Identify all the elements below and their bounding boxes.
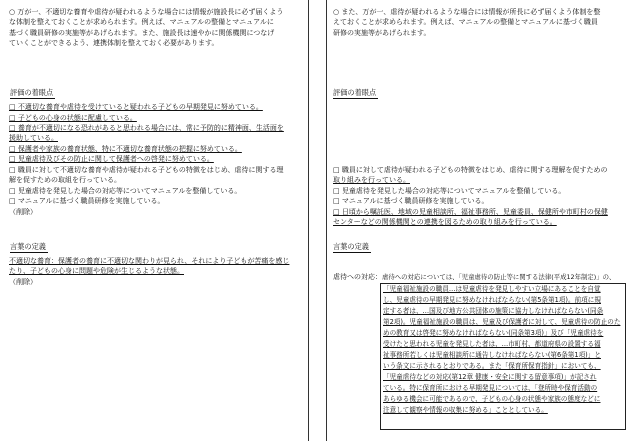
left-check-1: □ 不適切な養育や虐待を受けていると疑われる子どもの早期発見に努めている。 xyxy=(9,103,263,111)
left-check-7: □ 児童虐待を発見した場合の対応等についてマニュアルを整備している。 xyxy=(9,187,242,195)
left-check-3-cont: 援助している。 xyxy=(9,134,58,142)
left-check-5: □ 児童虐待及びその防止に関して保護者への啓発に努めている。 xyxy=(9,155,214,163)
right-definition-line-2: 「児童福祉施設の職員…は児童虐待を発見しやすい立場にあることを自覚 xyxy=(383,285,601,293)
left-check-8: □ マニュアルに基づく職員研修を実施している。 xyxy=(9,197,165,205)
right-column xyxy=(326,0,630,441)
right-definition-line-6: めの教育又は啓発に努めなければならない(同条第3項)」及び「児童虐待を xyxy=(383,329,604,337)
left-check-6: □ 職員に対して不適切な養育や虐待が疑われる子どもの特徴をはじめ、虐待に関する理 xyxy=(9,166,284,174)
right-section-definitions: 言葉の定義 xyxy=(333,242,369,251)
left-deleted-1: （削除） xyxy=(9,208,37,216)
left-intro-line-4: ていくことができるよう、連携体制を整えておく必要があります。 xyxy=(9,39,219,47)
right-check-2: □ 児童虐待を発見した場合の対応等についてマニュアルを整備している。 xyxy=(333,187,566,195)
left-intro-line-1: ○ 万が一、不適切な養育や虐待が疑われるような場合には情報が施設長に必ず届くよう xyxy=(9,8,284,16)
left-section-viewpoints: 評価の着眼点 xyxy=(10,88,54,97)
left-check-2: □ 子どもの心身の状態に配慮している。 xyxy=(9,114,137,122)
right-definition-line-3: し、児童虐待の早期発見に努めなければならない(第5条第1項)。前項に規 xyxy=(383,296,601,304)
left-intro-line-2: な体制を整えておくことが求められます。例えば、マニュアルの整備とマニュアルに xyxy=(9,18,274,26)
right-definition-line-8: 祉事務所若しくは児童相談所に通告しなければならない(第6条第1項)」と xyxy=(383,351,601,359)
right-check-4-cont: センターなどの関係機関との連携を図るための取り組みを行っている。 xyxy=(333,218,557,226)
left-column xyxy=(0,0,309,441)
right-definition-line-7: 受けたと思われる児童を発見した者は、…市町村、都道府県の設置する福 xyxy=(383,340,601,348)
right-definition-line-9: いう条文に示されるとおりである。また「保育所保育指針」においても、 xyxy=(383,362,601,370)
left-deleted-2: （削除） xyxy=(9,278,37,286)
right-intro-line-2: えておくことが求められます。例えば、マニュアルの整備とマニュアルに基づく職員 xyxy=(333,18,598,26)
right-intro-line-1: ○ また、万が一、虐待が疑われるような場合には情報が所長に必ず届くよう体制を整 xyxy=(333,8,601,16)
right-section-viewpoints: 評価の着眼点 xyxy=(333,88,377,97)
right-intro-line-3: 研修の実施等があげられます。 xyxy=(333,29,431,37)
right-check-3: □ マニュアルに基づく職員研修を実施している。 xyxy=(333,197,489,205)
right-definition-line-11: ている。特に保育所における早期発見については、「登所時や保育活動の xyxy=(383,384,598,392)
right-definition-line-10: 「児童虐待などの対応(第12章 健康・安全に関する留意事項)」が記され xyxy=(383,373,597,381)
left-check-3: □ 養育が不適切になる恐れがあると思われる場合には、常に予防的に精神面、生活面を xyxy=(9,124,284,132)
left-intro-line-3: 基づく職員研修の実施等があげられます。また、施設長は速やかに関係機関につなげ xyxy=(9,29,275,37)
left-section-definitions: 言葉の定義 xyxy=(10,242,46,251)
right-definition-line-13: 注意して観察や情報の収集に努める」こととしている。 xyxy=(383,406,548,414)
right-definition-line-1: 虐待への対応については、「児童虐待の防止等に関する法律(平成12年制定)」の、 xyxy=(382,273,616,281)
right-definition-line-4: 定する者は、…国及び地方公共団体の施策に協力しなければならない(同条 xyxy=(383,307,604,315)
right-check-4: □ 日頃から嘱託医、地域の児童相談所、福祉事務所、児童委員、保健所や市町村の保健 xyxy=(333,208,608,216)
right-definition-label: 虐待への対応： xyxy=(333,273,382,281)
left-definition-line-1: 不適切な養育：保護者の養育に不適切な関わりが見られ、それにより子どもが苦痛を感じ xyxy=(9,257,290,265)
left-definition-line-2: たり、子どもの心身に問題や危険が生じるような状態。 xyxy=(9,267,184,275)
left-check-6-cont: 解を促すための取組を行っている。 xyxy=(9,176,121,184)
right-check-1-cont: 取り組みを行っている。 xyxy=(333,176,410,184)
right-definition-line-5: 第2項)。児童福祉施設の職員は、児童及び保護者に対して、児童虐待の防止のた xyxy=(383,318,621,326)
left-check-4: □ 保護者や家族の養育状態、特に不適切な養育状態の把握に努めている。 xyxy=(9,145,242,153)
right-check-1: □ 職員に対して虐待が疑われる子どもの特徴をはじめ、虐待に関する理解を促すための xyxy=(333,166,608,174)
right-definition-line-12: あらゆる機会に可能であるので、子どもの心身の状態や家族の態度などに xyxy=(383,395,601,403)
